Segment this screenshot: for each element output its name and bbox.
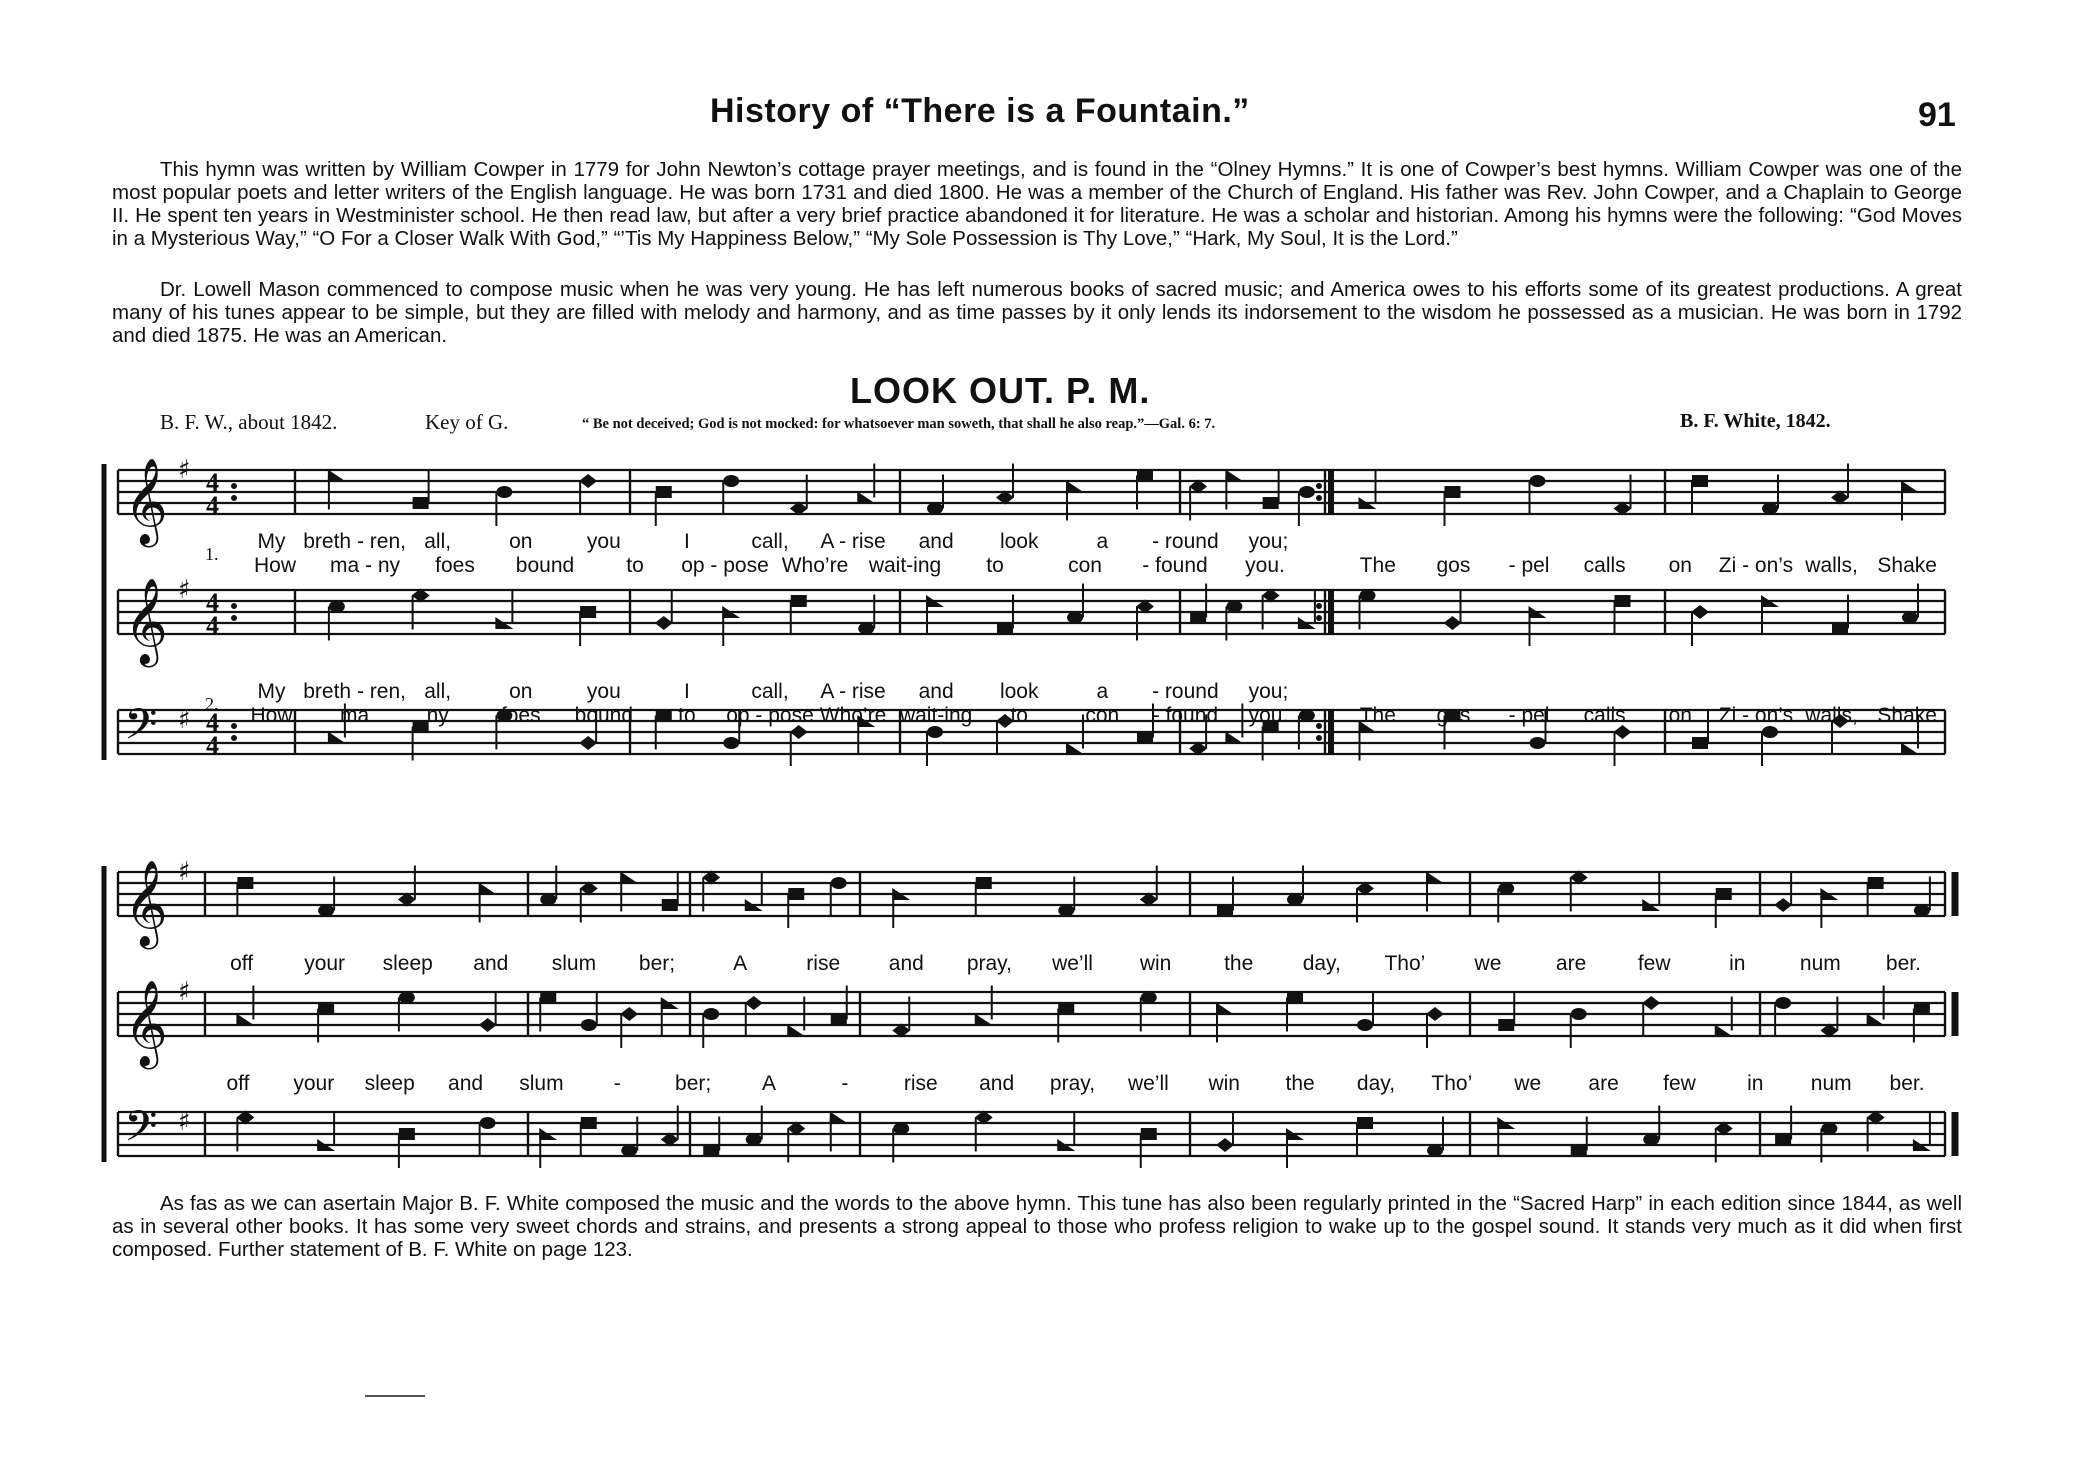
note-head bbox=[1692, 475, 1708, 487]
note-head bbox=[1614, 725, 1632, 739]
lyric-word: few bbox=[1637, 952, 1671, 975]
note-head bbox=[496, 486, 512, 498]
note-head bbox=[1692, 737, 1708, 749]
note-head bbox=[1141, 1128, 1157, 1140]
lyric-word: on bbox=[509, 530, 533, 553]
note-head bbox=[1615, 595, 1631, 607]
note-head bbox=[655, 616, 673, 630]
note-head bbox=[479, 1018, 497, 1032]
note-head bbox=[791, 595, 807, 607]
lyric-word: look bbox=[999, 680, 1039, 703]
note-head bbox=[1571, 1145, 1587, 1157]
lyric-word: How bbox=[253, 554, 297, 577]
sharp-icon: ♯ bbox=[178, 455, 191, 485]
lyric-word: Zi - on’s bbox=[1718, 704, 1794, 727]
lyric-word: your bbox=[304, 952, 346, 975]
note-head bbox=[1530, 475, 1546, 487]
note-head bbox=[1058, 1003, 1074, 1015]
note-head bbox=[1868, 877, 1884, 889]
tune-title: LOOK OUT. P. M. bbox=[850, 370, 1151, 411]
lyric-word: gos bbox=[1436, 704, 1471, 727]
lyric-word: all, bbox=[424, 530, 452, 553]
lyric-word: Who’re bbox=[781, 554, 849, 577]
footer-rule bbox=[365, 1395, 425, 1397]
scripture-quote: “ Be not deceived; God is not mocked: for whatsoever man soweth, that shall he also reap.”—Gal. 6: 7. bbox=[582, 416, 1216, 432]
note-head bbox=[893, 1123, 909, 1135]
lyric-word: wait-ing bbox=[868, 554, 942, 577]
note-head bbox=[1914, 1003, 1930, 1015]
lyric-word: call, bbox=[751, 680, 789, 703]
note-head bbox=[1226, 601, 1242, 613]
note-head bbox=[1360, 590, 1376, 602]
note-head bbox=[1901, 743, 1919, 755]
lyric-word: and bbox=[888, 952, 924, 975]
note-head bbox=[830, 1112, 848, 1124]
lyric-word: How bbox=[250, 704, 293, 727]
repeat-dot bbox=[1316, 495, 1322, 501]
note-head bbox=[236, 1014, 254, 1026]
note-head bbox=[975, 1014, 993, 1026]
sharp-icon: ♯ bbox=[178, 1107, 191, 1137]
lyric-word: win bbox=[1139, 952, 1172, 975]
lyric-word: My bbox=[257, 530, 286, 553]
lyric-word: sleep bbox=[382, 952, 433, 975]
note-head bbox=[1530, 737, 1546, 749]
sharp-icon: ♯ bbox=[178, 705, 191, 735]
note-head bbox=[621, 1145, 637, 1157]
lyric-word: ma - ny bbox=[329, 554, 401, 577]
lyric-word: rise bbox=[806, 952, 841, 975]
note-head bbox=[1299, 486, 1315, 498]
note-head bbox=[997, 623, 1013, 635]
repeat-dot bbox=[1316, 603, 1322, 609]
lyric-word: to bbox=[626, 554, 644, 577]
repeat-dot bbox=[1316, 483, 1322, 489]
lyric-word: calls bbox=[1583, 704, 1626, 727]
note-head bbox=[1216, 1003, 1234, 1015]
note-head bbox=[746, 1134, 762, 1146]
lyric-word: to bbox=[1010, 704, 1028, 727]
lyric-word: to bbox=[986, 554, 1004, 577]
time-signature-bottom: 4 bbox=[206, 491, 219, 520]
lyric-word: - pel bbox=[1508, 704, 1550, 727]
lyric-word: we’ll bbox=[1127, 1072, 1169, 1095]
note-head bbox=[1571, 1008, 1587, 1020]
lyric-word: The bbox=[1359, 704, 1396, 727]
sharp-icon: ♯ bbox=[178, 857, 191, 887]
note-head bbox=[1498, 883, 1514, 895]
note-head bbox=[831, 1014, 847, 1026]
page-number: 91 bbox=[1918, 96, 1956, 134]
lyric-word: A - rise bbox=[820, 530, 886, 553]
lyric-word: rise bbox=[903, 1072, 938, 1095]
lyric-word: you bbox=[586, 530, 621, 553]
note-head bbox=[723, 475, 739, 487]
note-head bbox=[1762, 726, 1778, 738]
note-head bbox=[480, 1117, 496, 1129]
note-head bbox=[1832, 623, 1848, 635]
lyric-word: - pel bbox=[1508, 554, 1550, 577]
note-head bbox=[1190, 612, 1206, 624]
note-head bbox=[1867, 1014, 1885, 1026]
note-head bbox=[1762, 503, 1778, 515]
lyric-word: you bbox=[586, 680, 621, 703]
lyric-word: My bbox=[257, 680, 286, 703]
note-head bbox=[581, 1117, 597, 1129]
note-head bbox=[787, 1025, 805, 1037]
lyric-word: - round bbox=[1152, 680, 1219, 703]
lyric-word: we’ll bbox=[1052, 952, 1093, 975]
note-head bbox=[656, 710, 672, 722]
lyric-word: and bbox=[448, 1072, 484, 1095]
verse-number: 1. bbox=[205, 544, 219, 564]
lyric-word: call, bbox=[751, 530, 789, 553]
lyric-word: all, bbox=[424, 680, 452, 703]
lyric-word: day, bbox=[1356, 1072, 1396, 1095]
note-head bbox=[1067, 612, 1083, 624]
note-head bbox=[662, 899, 678, 911]
note-head bbox=[318, 1003, 334, 1015]
repeat-dot bbox=[231, 615, 237, 621]
intro-paragraph-2: Dr. Lowell Mason commenced to compose music when he was very young. He has left numerous books of sacred music; and America owes to his efforts some of its greatest productions. A great many of his tunes appear to be simple, but they are filled with melody and harmony, and as time passes by it only lends its indorsement to the wisdom he possessed as a musician. He was born in 1792 and died 1875. He was an American. bbox=[112, 278, 1962, 347]
sharp-icon: ♯ bbox=[178, 575, 191, 605]
note-head bbox=[1426, 1007, 1444, 1021]
note-head bbox=[329, 601, 345, 613]
note-head bbox=[1357, 1117, 1373, 1129]
lyric-word: breth - ren, bbox=[303, 530, 406, 553]
note-head bbox=[1058, 905, 1074, 917]
lyric-word: bound bbox=[574, 704, 634, 727]
lyric-word: ny bbox=[426, 704, 449, 727]
lyric-word: off bbox=[230, 952, 254, 975]
lyric-word: - found bbox=[1142, 554, 1208, 577]
lyric-word: bound bbox=[515, 554, 575, 577]
note-head bbox=[1137, 470, 1153, 482]
lyric-word: we bbox=[1514, 1072, 1542, 1095]
note-head bbox=[620, 1007, 638, 1021]
intro-paragraph-1: This hymn was written by William Cowper in 1779 for John Newton’s cottage prayer meetings, and is found in the “Olney Hymns.” It is one of Cowper’s best hymns. William Cowper was one of the most popular poets and letter writers of the English language. He was born 1731 and died 1800. He was a member of the Church of England. His father was Rev. John Cowper, and a Chaplain to George II. He spent ten years in Westminister school. He then read law, but after a very brief practice abandoned it for literature. He was a scholar and historian. Among his hymns were the following: “God Moves in a Mysterious Way,” “O For a Closer Walk With God,” “’Tis My Happiness Below,” “My Sole Possession is Thy Love,” “Hark, My Soul, It is the Lord.” bbox=[112, 158, 1962, 250]
score-layer bbox=[104, 455, 1955, 1168]
note-head bbox=[656, 486, 672, 498]
note-head bbox=[237, 877, 253, 889]
note-head bbox=[1444, 616, 1462, 630]
note-head bbox=[1357, 1019, 1373, 1031]
lyric-word: Tho’ bbox=[1431, 1072, 1473, 1095]
note-head bbox=[1902, 612, 1918, 624]
note-head bbox=[318, 905, 334, 917]
lyric-word: in bbox=[1729, 952, 1746, 975]
lyric-word: calls bbox=[1583, 554, 1626, 577]
note-head bbox=[1225, 732, 1243, 744]
lyric-word: breth - ren, bbox=[303, 680, 406, 703]
lyric-word: a bbox=[1096, 680, 1109, 703]
treble-clef-icon: 𝄞 bbox=[124, 578, 168, 664]
lyric-word: The bbox=[1359, 554, 1396, 577]
lyric-word: pray, bbox=[966, 952, 1012, 975]
lyric-word: slum bbox=[519, 1072, 564, 1095]
lyric-word: - bbox=[841, 1072, 849, 1095]
note-head bbox=[399, 992, 415, 1004]
note-head bbox=[1775, 1134, 1791, 1146]
lyric-word: con bbox=[1085, 704, 1120, 727]
lyric-word: pray, bbox=[1049, 1072, 1096, 1095]
lyric-word: A bbox=[762, 1072, 777, 1095]
footer-paragraph: As fas as we can asertain Major B. F. White composed the music and the words to the above hymn. This tune has also been regularly printed in the “Sacred Harp” in each edition since 1844, as well as in several other books. It has some very sweet chords and strains, and presents a strong appeal to those who profess religion to wake up to the gospel sound. It stands very much as it did when first composed. Further statement of B. F. White on page 123. bbox=[112, 1192, 1962, 1261]
note-head bbox=[927, 726, 943, 738]
note-head bbox=[328, 470, 346, 482]
lyric-word: - found bbox=[1152, 704, 1219, 727]
note-head bbox=[1821, 1123, 1837, 1135]
lyric-word: op - pose bbox=[726, 704, 814, 727]
lyric-word: A bbox=[733, 952, 748, 975]
repeat-dot bbox=[231, 483, 237, 489]
history-title: History of “There is a Fountain.” bbox=[710, 92, 1250, 130]
lyric-word: the bbox=[1285, 1072, 1315, 1095]
lyric-word: foes bbox=[500, 704, 541, 727]
note-head bbox=[1225, 470, 1243, 482]
note-head bbox=[1263, 497, 1279, 509]
note-head bbox=[540, 992, 556, 1004]
treble-clef-icon: 𝄞 bbox=[124, 980, 168, 1066]
verse-number: 2. bbox=[205, 694, 219, 714]
note-head bbox=[1066, 743, 1084, 755]
time-signature-top: 4 bbox=[206, 468, 219, 497]
lyric-word: ber; bbox=[638, 952, 676, 975]
lyric-word: ber; bbox=[675, 1072, 712, 1095]
note-head bbox=[1715, 1025, 1733, 1037]
lyric-word: - bbox=[613, 1072, 621, 1095]
lyric-word: to bbox=[678, 704, 696, 727]
note-head bbox=[1691, 605, 1709, 619]
lyric-word: and bbox=[918, 680, 954, 703]
lyric-word: on bbox=[1668, 554, 1692, 577]
note-head bbox=[1716, 888, 1732, 900]
key-signature-label: Key of G. bbox=[425, 410, 509, 434]
note-head bbox=[540, 894, 556, 906]
note-head bbox=[1137, 732, 1153, 744]
lyric-word: num bbox=[1799, 952, 1841, 975]
note-head bbox=[703, 1008, 719, 1020]
repeat-dot bbox=[231, 735, 237, 741]
lyric-word: slum bbox=[551, 952, 597, 975]
lyric-word: ber. bbox=[1889, 1072, 1925, 1095]
note-head bbox=[788, 888, 804, 900]
note-head bbox=[723, 737, 739, 749]
note-head bbox=[620, 872, 638, 884]
note-head bbox=[976, 877, 992, 889]
note-head bbox=[399, 1128, 415, 1140]
lyric-word: gos bbox=[1436, 554, 1471, 577]
repeat-dot bbox=[231, 723, 237, 729]
lyric-word: ber. bbox=[1885, 952, 1921, 975]
note-head bbox=[579, 474, 597, 488]
note-head bbox=[1216, 1138, 1234, 1152]
sharp-icon: ♯ bbox=[178, 977, 191, 1007]
lyric-word: on bbox=[509, 680, 533, 703]
lyric-word: Shake bbox=[1877, 704, 1937, 727]
note-head bbox=[479, 883, 497, 895]
lyric-word: con bbox=[1068, 554, 1102, 577]
lyric-word: walls, bbox=[1805, 704, 1858, 727]
time-signature-bottom: 4 bbox=[206, 731, 219, 760]
lyric-word: - round bbox=[1152, 530, 1219, 553]
note-head bbox=[1066, 481, 1084, 493]
time-signature-bottom: 4 bbox=[206, 611, 219, 640]
note-head bbox=[1914, 905, 1930, 917]
note-head bbox=[858, 623, 874, 635]
lyric-word: a bbox=[1096, 530, 1109, 553]
repeat-dot bbox=[1316, 723, 1322, 729]
note-head bbox=[1643, 1134, 1659, 1146]
lyric-word: Shake bbox=[1877, 554, 1937, 577]
lyric-word: and bbox=[473, 952, 509, 975]
lyric-word: day, bbox=[1302, 952, 1341, 975]
lyric-word: your bbox=[293, 1072, 335, 1095]
note-head bbox=[328, 732, 346, 744]
lyric-word: op - pose bbox=[681, 554, 769, 577]
note-head bbox=[1642, 996, 1660, 1010]
lyric-word: win bbox=[1208, 1072, 1240, 1095]
lyric-word: and bbox=[918, 530, 954, 553]
lyric-word: foes bbox=[435, 554, 475, 577]
note-head bbox=[580, 606, 596, 618]
repeat-dot bbox=[231, 495, 237, 501]
lyric-word: and bbox=[979, 1072, 1015, 1095]
note-head bbox=[831, 877, 847, 889]
lyric-word: in bbox=[1747, 1072, 1764, 1095]
note-head bbox=[1141, 992, 1157, 1004]
lyric-word: you. bbox=[1245, 554, 1285, 577]
note-head bbox=[703, 1145, 719, 1157]
note-head bbox=[1445, 486, 1461, 498]
lyric-word: ma bbox=[340, 704, 370, 727]
time-signature-top: 4 bbox=[206, 708, 219, 737]
note-head bbox=[1498, 1019, 1514, 1031]
lyric-word: the bbox=[1224, 952, 1254, 975]
lyric-word: few bbox=[1663, 1072, 1696, 1095]
music-score bbox=[0, 440, 2081, 1190]
credit-right: B. F. White, 1842. bbox=[1680, 410, 1831, 432]
repeat-dot bbox=[1316, 615, 1322, 621]
lyric-word: look bbox=[999, 530, 1039, 553]
lyric-word: sleep bbox=[364, 1072, 415, 1095]
bass-clef-icon: 𝄢 bbox=[124, 1102, 158, 1162]
note-head bbox=[1217, 905, 1233, 917]
note-head bbox=[1299, 710, 1315, 722]
note-head bbox=[1287, 992, 1303, 1004]
lyric-word: Tho’ bbox=[1384, 952, 1426, 975]
lyric-word: A - rise bbox=[820, 680, 886, 703]
lyric-word: you; bbox=[1248, 680, 1289, 703]
credit-left: B. F. W., about 1842. bbox=[160, 410, 338, 434]
lyric-word: num bbox=[1810, 1072, 1852, 1095]
page-header bbox=[0, 92, 2081, 142]
note-head bbox=[790, 725, 808, 739]
time-signature-top: 4 bbox=[206, 588, 219, 617]
lyric-word: you. bbox=[1248, 704, 1289, 727]
note-head bbox=[413, 497, 429, 509]
lyric-word: off bbox=[226, 1072, 250, 1095]
note-head bbox=[857, 492, 875, 504]
bass-clef-icon: 𝄢 bbox=[124, 700, 158, 760]
lyric-word: you; bbox=[1248, 530, 1289, 553]
repeat-dot bbox=[231, 603, 237, 609]
lyric-word: are bbox=[1555, 952, 1587, 975]
note-head bbox=[1775, 997, 1791, 1009]
lyric-word: I bbox=[684, 680, 690, 703]
note-head bbox=[1774, 898, 1792, 912]
lyric-word: walls, bbox=[1805, 554, 1858, 577]
note-head bbox=[1426, 872, 1444, 884]
note-head bbox=[927, 503, 943, 515]
lyric-word: we bbox=[1474, 952, 1502, 975]
note-head bbox=[745, 996, 763, 1010]
lyric-word: Zi - on’s bbox=[1718, 554, 1794, 577]
note-head bbox=[581, 1019, 597, 1031]
lyric-word: are bbox=[1588, 1072, 1619, 1095]
repeat-dot bbox=[1316, 735, 1322, 741]
treble-clef-icon: 𝄞 bbox=[124, 458, 168, 544]
note-head bbox=[1287, 894, 1303, 906]
treble-clef-icon: 𝄞 bbox=[124, 860, 168, 946]
lyric-word: I bbox=[684, 530, 690, 553]
note-head bbox=[1427, 1145, 1443, 1157]
lyric-word: Who’re bbox=[819, 704, 887, 727]
lyric-word: wait-ing bbox=[899, 704, 973, 727]
lyric-word: on bbox=[1668, 704, 1692, 727]
note-head bbox=[1901, 481, 1919, 493]
note-head bbox=[579, 736, 597, 750]
